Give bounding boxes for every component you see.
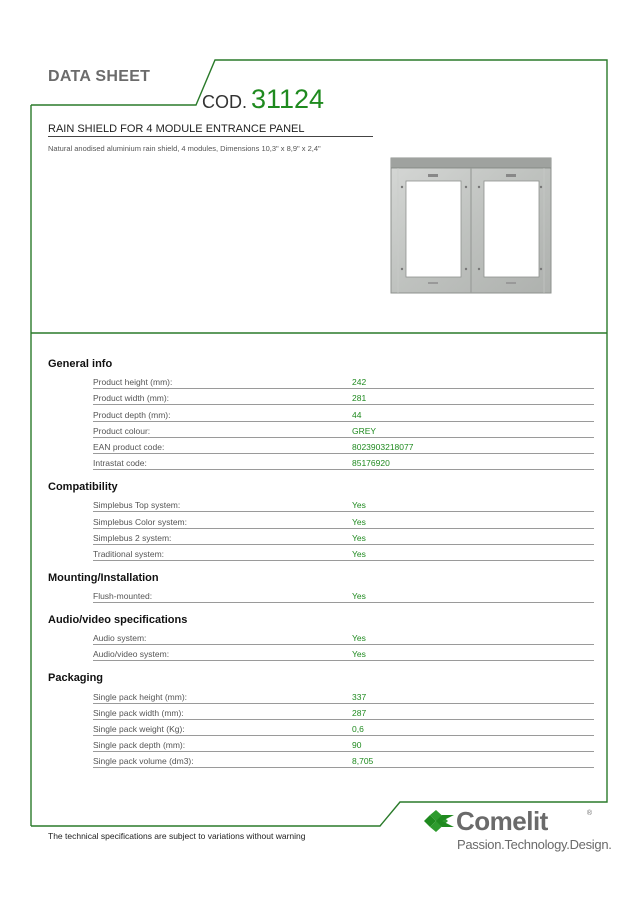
spec-row: [93, 545, 594, 561]
spec-label: Product depth (mm):: [93, 409, 171, 420]
section-title: Compatibility: [48, 481, 118, 494]
spec-value: 242: [352, 377, 367, 388]
spec-section: [48, 356, 594, 470]
spec-label: Single pack depth (mm):: [93, 740, 186, 751]
spec-row: [93, 405, 594, 421]
spec-label: Product colour:: [93, 425, 151, 436]
spec-value: Yes: [352, 591, 366, 602]
spec-label: Single pack volume (dm3):: [93, 756, 194, 767]
spec-label: Traditional system:: [93, 548, 165, 559]
section-title: Packaging: [48, 672, 104, 685]
spec-value: 8,705: [352, 756, 374, 767]
spec-label: Single pack height (mm):: [93, 691, 188, 702]
spec-value: 90: [352, 740, 362, 751]
spec-row: [93, 529, 594, 545]
spec-row: [93, 645, 594, 661]
spec-row: [93, 736, 594, 752]
section-title: Audio/video specifications: [48, 614, 188, 627]
spec-label: Simplebus Color system:: [93, 516, 188, 527]
spec-row: [93, 422, 594, 438]
spec-label: Single pack weight (Kg):: [93, 724, 185, 734]
spec-value: Yes: [352, 500, 366, 511]
code-label: COD.: [202, 92, 247, 112]
spec-label: Simplebus Top system:: [93, 500, 181, 511]
brand-x-icon: [424, 810, 454, 832]
spec-row: [93, 496, 594, 512]
spec-value: 337: [352, 691, 367, 702]
registered-mark: ®: [586, 810, 592, 817]
spec-row: [93, 704, 594, 720]
title-divider: [48, 136, 373, 137]
product-code: [202, 84, 324, 115]
spec-row: [93, 438, 594, 454]
section-title: General info: [48, 358, 113, 370]
spec-row: [93, 720, 594, 736]
spec-section: [48, 612, 594, 661]
spec-label: Simplebus 2 system:: [93, 532, 172, 543]
spec-row: [93, 389, 594, 405]
spec-row: [93, 587, 594, 603]
spec-value: 8023903218077: [352, 441, 414, 452]
brand-name: Comelit: [456, 806, 548, 836]
disclaimer-note: The technical specifications are subject to variations without warning: [48, 831, 306, 841]
brand-tagline: Passion.Technology.Design.: [457, 837, 612, 852]
spec-value: Yes: [352, 532, 366, 543]
spec-label: EAN product code:: [93, 441, 165, 452]
spec-value: Yes: [352, 548, 366, 559]
spec-label: Intrastat code:: [93, 458, 147, 469]
spec-row: [93, 629, 594, 645]
spec-value: Yes: [352, 649, 366, 660]
section-title: Mounting/Installation: [48, 571, 159, 584]
spec-row: [93, 454, 594, 470]
product-description: Natural anodised aluminium rain shield, 4 modules, Dimensions 10,3" x 8,9" x 2,4": [48, 144, 321, 153]
spec-value: 281: [352, 393, 367, 404]
data-sheet-title: DATA SHEET: [48, 68, 151, 85]
product-name: RAIN SHIELD FOR 4 MODULE ENTRANCE PANEL: [48, 123, 305, 135]
specifications: [48, 356, 594, 777]
spec-label: Audio system:: [93, 633, 147, 644]
spec-row: [93, 752, 594, 768]
product-image: [390, 157, 552, 294]
spec-section: [48, 479, 594, 561]
spec-section: [48, 670, 594, 768]
spec-label: Product height (mm):: [93, 377, 173, 388]
comelit-logo: [424, 806, 612, 852]
spec-row: [93, 512, 594, 528]
spec-row: [93, 373, 594, 389]
logo-mark: [424, 808, 596, 834]
spec-value: GREY: [352, 425, 377, 436]
spec-label: Flush-mounted:: [93, 591, 153, 602]
code-number: 31124: [251, 84, 325, 114]
spec-label: Audio/video system:: [93, 649, 170, 660]
spec-label: Product width (mm):: [93, 393, 170, 404]
spec-value: 0,6: [352, 724, 364, 734]
spec-label: Single pack width (mm):: [93, 707, 184, 718]
spec-value: Yes: [352, 516, 366, 527]
spec-value: 287: [352, 707, 367, 718]
spec-value: 85176920: [352, 458, 390, 469]
spec-section: [48, 570, 594, 603]
spec-value: 44: [352, 409, 362, 420]
spec-row: [93, 687, 594, 703]
spec-value: Yes: [352, 633, 366, 644]
